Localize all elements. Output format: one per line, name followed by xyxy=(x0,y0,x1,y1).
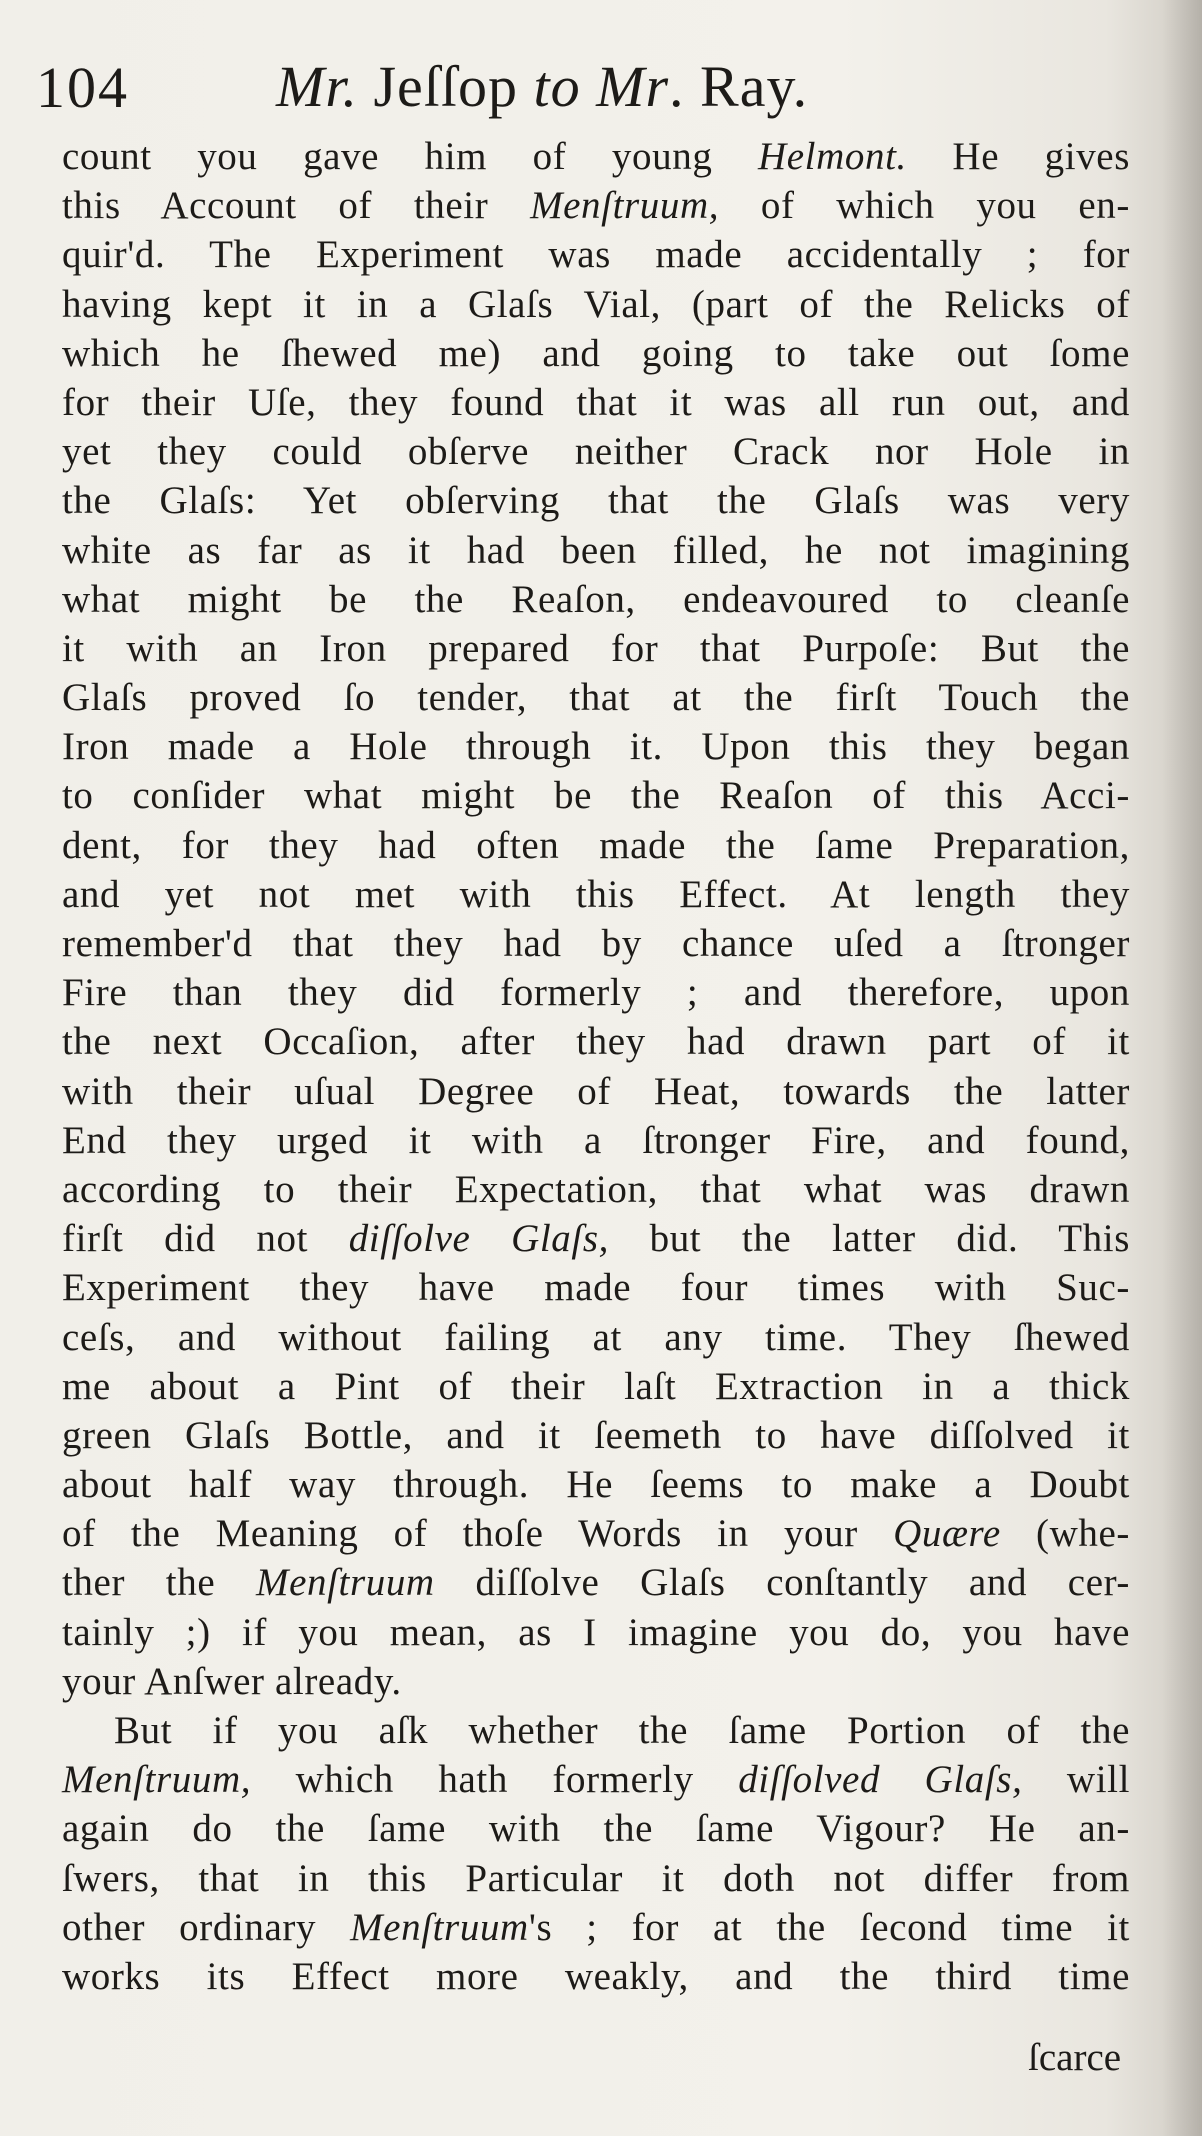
text-line xyxy=(62,230,1130,279)
text-segment: according to their Expectation, that what was drawn xyxy=(62,1167,1130,1211)
text-segment: me about a Pint of their laſt Extraction in a thick xyxy=(62,1364,1130,1408)
text-line xyxy=(62,1558,1130,1607)
text-line xyxy=(62,132,1130,181)
text-segment: the next Occaſion, after they had drawn part of it xyxy=(62,1020,1130,1064)
text-segment: having kept it in a Glaſs Vial, (part of the Relicks of xyxy=(62,282,1130,326)
italic-text: Quære xyxy=(893,1512,1001,1556)
text-segment: count you gave him of young xyxy=(62,135,758,178)
text-line xyxy=(62,1854,1130,1903)
text-segment: the Glaſs: Yet obſerving that the Glaſs was very xyxy=(62,479,1130,523)
text-segment: to conſider what might be the Reaſon of this Acci- xyxy=(62,774,1130,818)
running-head-segment: Jeſſop xyxy=(357,54,534,119)
text-segment: what might be the Reaſon, endeavoured to cleanſe xyxy=(62,577,1130,621)
text-segment: Iron made a Hole through it. Upon this they began xyxy=(62,725,1130,769)
text-line xyxy=(62,1362,1130,1411)
italic-text: diſſolve Glaſs, xyxy=(348,1217,609,1261)
text-line xyxy=(62,968,1130,1017)
text-line xyxy=(62,673,1130,722)
text-segment: ſwers, that in this Particular it doth not differ from xyxy=(62,1856,1130,1900)
text-line xyxy=(62,821,1130,870)
italic-text: Helmont. xyxy=(758,135,907,178)
text-line xyxy=(62,1067,1130,1116)
text-segment: dent, for they had often made the ſame Preparation, xyxy=(62,823,1130,867)
text-segment: this Account of their xyxy=(62,184,531,228)
text-segment: about half way through. He ſeems to make a Doubt xyxy=(62,1463,1130,1507)
text-line xyxy=(62,526,1130,575)
text-line xyxy=(62,1608,1130,1657)
italic-text: Menſtruum, xyxy=(62,1758,252,1802)
text-segment: again do the ſame with the ſame Vigour? He an- xyxy=(62,1807,1130,1851)
text-line xyxy=(62,1903,1130,1952)
text-segment: Fire than they did formerly ; and therefore, upon xyxy=(62,971,1130,1015)
text-segment: End they urged it with a ſtronger Fire, and found, xyxy=(62,1118,1130,1162)
italic-text: Menſtruum, xyxy=(530,184,720,228)
italic-text: Menſtruum xyxy=(350,1905,529,1949)
text-line xyxy=(62,1952,1130,2001)
text-line xyxy=(62,1411,1130,1460)
text-line xyxy=(62,870,1130,919)
text-line xyxy=(62,575,1130,624)
text-segment: Experiment they have made four times with Suc- xyxy=(62,1266,1130,1310)
text-line xyxy=(62,1263,1130,1312)
text-segment: Glaſs proved ſo tender, that at the firſt Touch the xyxy=(62,676,1130,720)
text-segment: works its Effect more weakly, and the third time xyxy=(62,1954,1130,1998)
text-segment: He gives xyxy=(906,135,1130,178)
text-line xyxy=(62,1017,1130,1066)
text-segment: other ordinary xyxy=(62,1905,351,1949)
text-line xyxy=(62,624,1130,673)
running-head xyxy=(276,56,808,118)
page-header xyxy=(36,50,1116,120)
text-line xyxy=(62,1657,1130,1706)
text-line xyxy=(62,771,1130,820)
text-segment: of which you en- xyxy=(719,184,1130,228)
text-line xyxy=(62,280,1130,329)
text-segment: which hath formerly xyxy=(251,1758,739,1802)
text-line xyxy=(62,181,1130,230)
text-segment: which he ſhewed me) and going to take out ſome xyxy=(62,331,1130,375)
text-segment: But if you aſk whether the ſame Portion of the xyxy=(114,1709,1130,1752)
text-segment: white as far as it had been filled, he not imagining xyxy=(62,528,1130,572)
text-segment: and yet not met with this Effect. At length they xyxy=(62,872,1130,916)
text-line xyxy=(62,1460,1130,1509)
text-segment: your Anſwer already. xyxy=(62,1659,402,1703)
text-segment: (whe- xyxy=(1000,1512,1130,1556)
page-gutter-shadow xyxy=(1162,0,1202,2136)
text-line xyxy=(62,1755,1130,1804)
text-line xyxy=(62,1116,1130,1165)
letter-body-text xyxy=(62,132,1130,2001)
text-line xyxy=(62,1165,1130,1214)
text-segment: green Glaſs Bottle, and it ſeemeth to have diſſolved it xyxy=(62,1413,1130,1457)
text-segment: ther the xyxy=(62,1561,256,1605)
text-segment: will xyxy=(1022,1758,1130,1802)
catchword: ſcarce xyxy=(1028,2036,1122,2079)
text-segment: tainly ;) if you mean, as I imagine you do, you have xyxy=(62,1610,1130,1654)
text-segment: diſſolve Glaſs conſtantly and cer- xyxy=(434,1561,1130,1605)
text-line xyxy=(62,476,1130,525)
text-line xyxy=(62,329,1130,378)
text-line xyxy=(62,1706,1130,1755)
text-line xyxy=(62,378,1130,427)
text-line xyxy=(62,919,1130,968)
text-segment: it with an Iron prepared for that Purpoſe: But the xyxy=(62,626,1130,670)
italic-text: Menſtruum xyxy=(255,1561,435,1605)
text-segment: for their Uſe, they found that it was all run out, and xyxy=(62,380,1130,424)
italic-text: diſſolved Glaſs, xyxy=(738,1758,1023,1802)
text-line xyxy=(62,1804,1130,1853)
text-segment: of the Meaning of thoſe Words in your xyxy=(62,1512,894,1556)
text-segment: with their uſual Degree of Heat, towards the latter xyxy=(62,1069,1130,1113)
text-line xyxy=(62,1313,1130,1362)
text-line xyxy=(62,427,1130,476)
text-line xyxy=(62,1214,1130,1263)
text-line xyxy=(62,722,1130,771)
text-segment: yet they could obſerve neither Crack nor Hole in xyxy=(62,430,1130,474)
running-head-segment: . Ray. xyxy=(669,54,809,119)
running-head-segment: to Mr xyxy=(533,54,670,119)
text-segment: quir'd. The Experiment was made accidentally ; for xyxy=(62,233,1130,277)
text-segment: remember'd that they had by chance uſed a ſtronger xyxy=(62,922,1130,965)
text-segment: 's ; for at the ſecond time it xyxy=(528,1905,1130,1949)
running-head-segment: Mr. xyxy=(276,54,358,119)
text-segment: ceſs, and without failing at any time. They ſhewed xyxy=(62,1315,1130,1359)
text-line xyxy=(62,1509,1130,1558)
text-segment: firſt did not xyxy=(62,1217,349,1261)
page-number: 104 xyxy=(36,55,129,120)
text-segment: but the latter did. This xyxy=(608,1217,1130,1261)
